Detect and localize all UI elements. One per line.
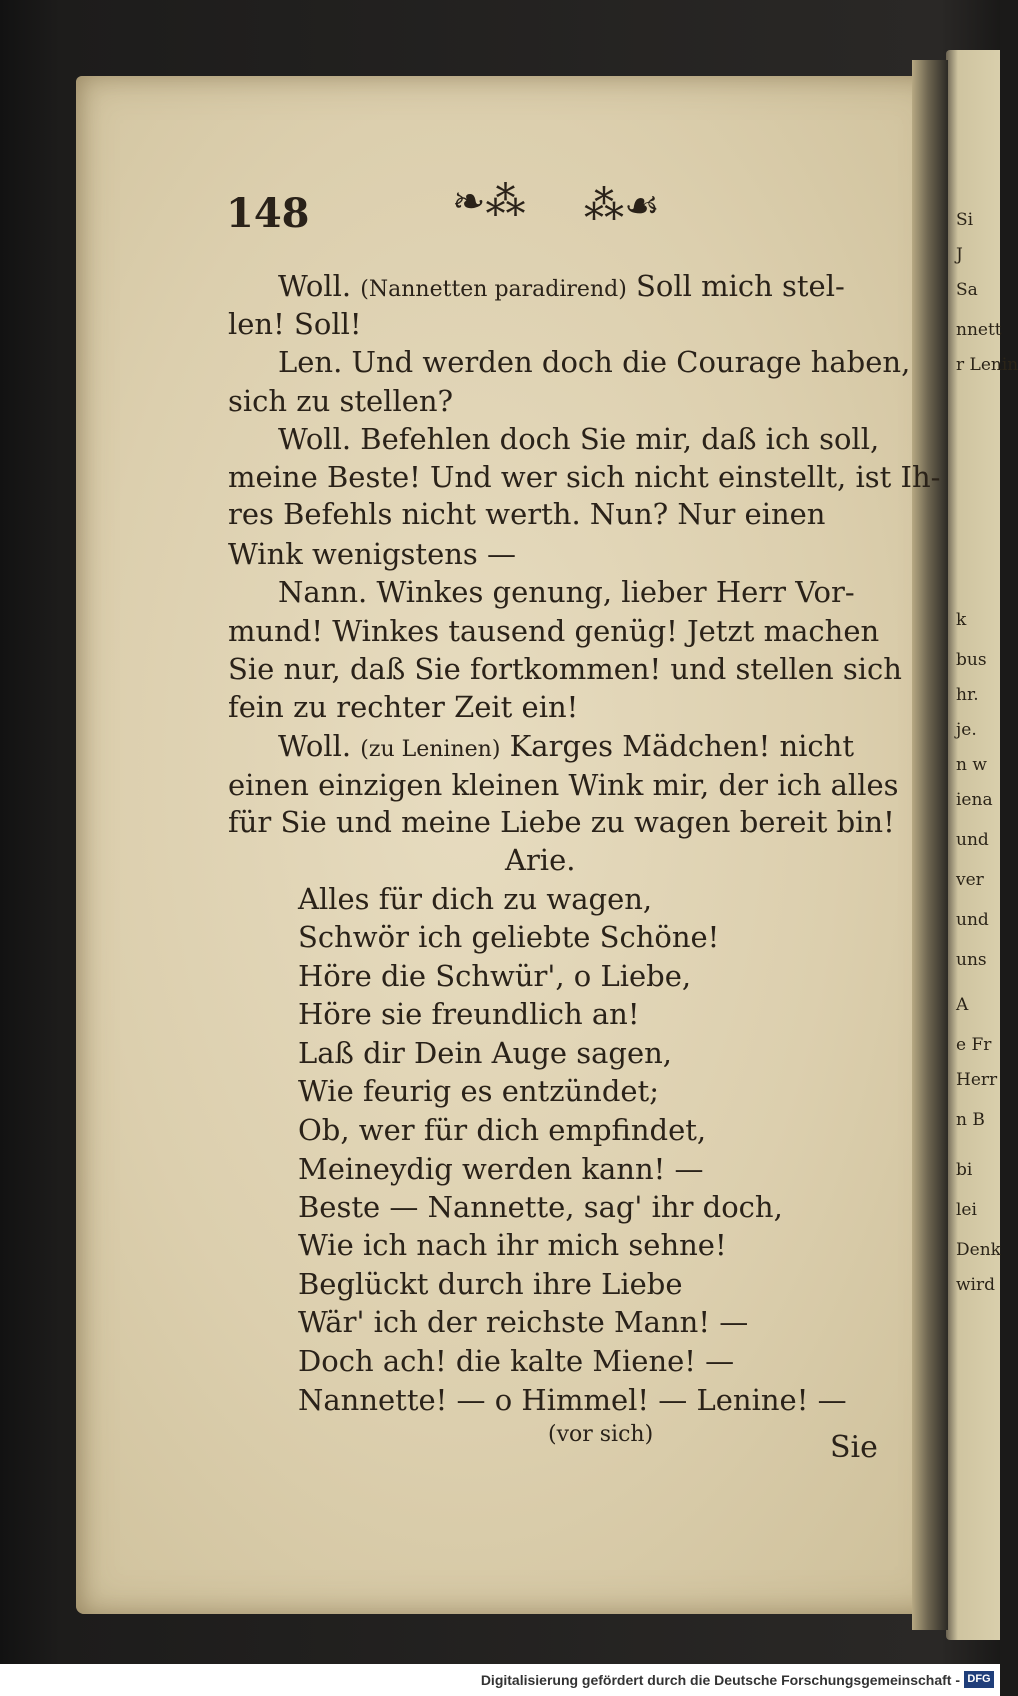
facing-page-fragment: bi [956,1160,973,1180]
facing-page-fragment: wird [956,1275,995,1295]
facing-page-fragment: Denk [956,1240,1001,1260]
facing-page-fragment: Sa [956,280,978,300]
speaker-name: Woll. [278,269,352,303]
stage-direction: (Nannetten paradirend) [360,277,627,302]
aria-verse: Beglückt durch ihre Liebe [298,1267,683,1301]
speaker-name: Woll. [278,729,352,763]
facing-page-fragment: Si [956,210,974,230]
stage-direction: (zu Leninen) [360,737,501,762]
dialogue-line: meine Beste! Und wer sich nicht einstellt, ist Ih- [228,460,941,494]
facing-page-fragment: n w [956,755,987,775]
dialogue-line: mund! Winkes tausend genüg! Jetzt machen [228,614,880,648]
facing-page-fragment: J [956,245,963,265]
facing-page-fragment: je. [956,720,977,740]
dialogue-line: sich zu stellen? [228,384,454,418]
aria-verse: Ob, wer für dich empfindet, [298,1113,707,1147]
facing-page-fragment: n B [956,1110,985,1130]
facing-page-fragment: bus [956,650,987,670]
facing-page-fragment: iena [956,790,993,810]
dialogue-line: Sie nur, daß Sie fortkommen! und stellen sich [228,652,902,686]
aria-verse: Wie ich nach ihr mich sehne! [298,1228,727,1262]
stage-direction: (vor sich) [548,1422,654,1447]
aria-verse: Schwör ich geliebte Schöne! [298,920,720,954]
facing-page-fragment: Herr [956,1070,998,1090]
aria-verse: Nannette! — o Himmel! — Lenine! — [298,1383,847,1417]
dialogue-line: len! Soll! [228,307,362,341]
footer-bar [0,1664,1000,1696]
facing-page-fragment: e Fr [956,1035,992,1055]
dialogue-line: Woll. Befehlen doch Sie mir, daß ich soll, [278,422,880,456]
dialogue-line: Len. Und werden doch die Courage haben, [278,345,911,379]
aria-verse: Alles für dich zu wagen, [298,882,653,916]
aria-verse: Laß dir Dein Auge sagen, [298,1036,672,1070]
facing-page-fragment: und [956,830,989,850]
aria-verse: Beste — Nannette, sag' ihr doch, [298,1190,783,1224]
aria-verse: Wär' ich der reichste Mann! — [298,1305,749,1339]
facing-page-edge [946,50,1018,1640]
dialogue-line [278,729,854,763]
facing-page-fragment: lei [956,1200,977,1220]
book-gutter [912,60,948,1630]
facing-page-fragment: ver [956,870,984,890]
dialogue-line: Nann. Winkes genung, lieber Herr Vor- [278,575,855,609]
ornament-left-icon: ❧⁂ [452,179,526,225]
facing-page-fragment: und [956,910,989,930]
aria-verse: Wie feurig es entzündet; [298,1074,659,1108]
page-number: 148 [226,190,310,237]
aria-verse: Höre sie freundlich an! [298,997,640,1031]
facing-page-fragment: hr. [956,685,979,705]
dfg-logo-icon: DFG [964,1671,994,1688]
aria-heading: Arie. [505,843,576,877]
facing-page-fragment: nnett [956,320,1002,340]
aria-verse: Höre die Schwür', o Liebe, [298,959,692,993]
facing-page-fragment: k [956,610,967,630]
dialogue-line: für Sie und meine Liebe zu wagen bereit bin! [228,805,895,839]
dialogue-line: fein zu rechter Zeit ein! [228,690,579,724]
dialogue-line: einen einzigen kleinen Wink mir, der ich alles [228,768,899,802]
catchword: Sie [830,1430,878,1465]
dialogue-line: Wink wenigstens — [228,537,517,571]
aria-verse: Doch ach! die kalte Miene! — [298,1344,735,1378]
facing-page-fragment: A [956,995,969,1015]
dialogue-line: res Befehls nicht werth. Nun? Nur einen [228,497,826,531]
dialogue-line [278,269,845,303]
facing-page-fragment: r Lenin [956,355,1018,375]
aria-verse: Meineydig werden kann! — [298,1152,704,1186]
dialogue-text: Soll mich stel- [636,269,845,303]
footer-credit: Digitalisierung gefördert durch die Deutsche Forschungsgemeinschaft - [480,1672,960,1688]
dialogue-text: Karges Mädchen! nicht [509,729,854,763]
ornament-right-icon: ⁂☙ [584,183,660,229]
facing-page-fragment: uns [956,950,987,970]
